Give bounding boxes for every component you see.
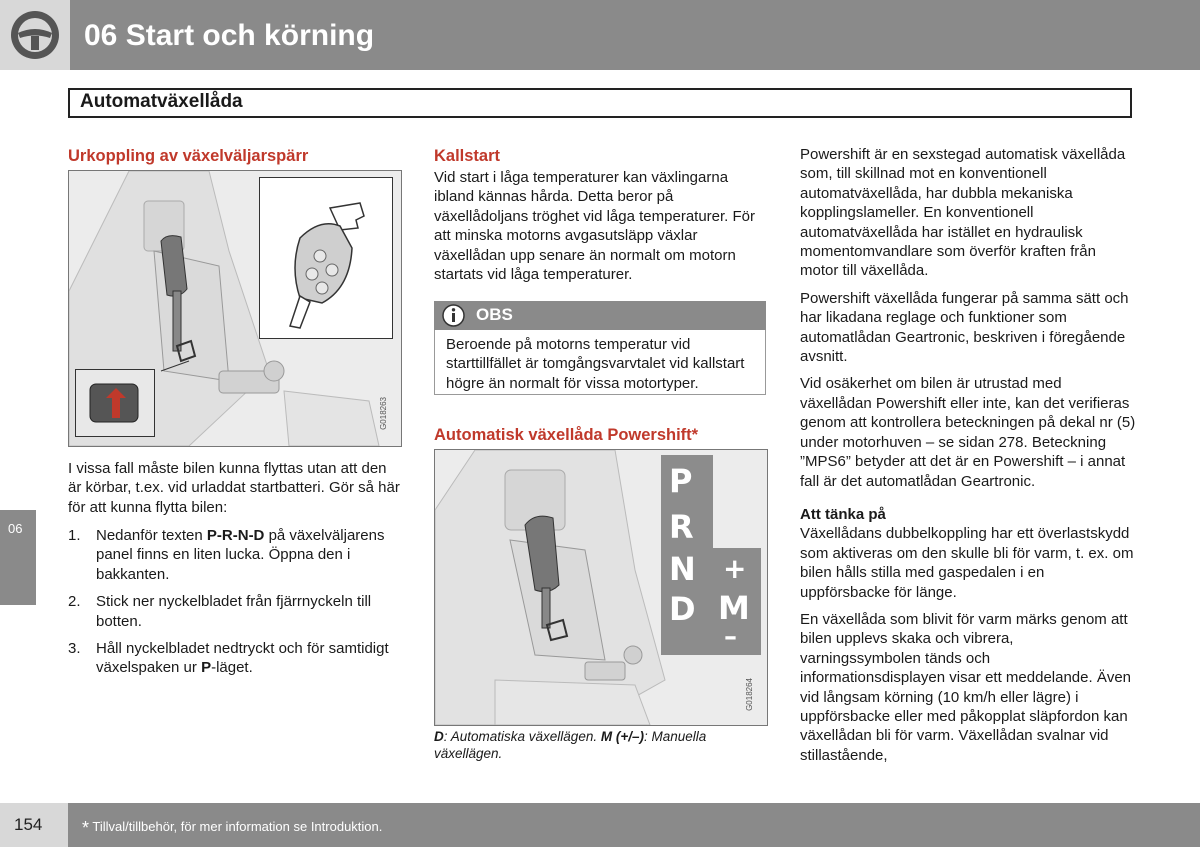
heading-powershift: Automatisk växellåda Powershift*: [434, 426, 699, 444]
chapter-title: 06 Start och körning: [84, 19, 375, 52]
kallstart-paragraph: Vid start i låga temperaturer kan växlingarna ibland kännas hårda. Detta beror på växellådoljans tröghet vid låga temperaturer. För att minska motorns avgasutsläpp växlar växellådan upp senare än normalt om motorn startats vid låga temperaturer.: [434, 169, 756, 284]
intro-paragraph: I vissa fall måste bilen kunna flyttas utan att den är körbar, t.ex. vid urladdat startbatteri. Gör så här för att kunna flytta bilen:: [68, 460, 400, 516]
obs-label: OBS: [476, 305, 513, 324]
gear-n-label: N: [669, 550, 696, 588]
gear-minus-label: –: [724, 622, 737, 652]
paragraph: Vid osäkerhet om bilen är utrustad med växellådan Powershift eller inte, kan det verifieras genom att kontrollera beteckningen på dekal nr (5) under motorhuven – se sidan 278. Beteckning ”MPS6” betyder att det är en Powershift – i annat fall är det automatlådan Geartronic.: [800, 375, 1136, 490]
figure-powershift-selector: [434, 449, 768, 726]
key-inset: [259, 177, 393, 339]
gear-plus-label: +: [723, 552, 747, 585]
list-number: 2.: [68, 593, 81, 611]
lid-arrow-icon: [76, 370, 154, 436]
figure-id: G018264: [745, 678, 754, 711]
paragraph: Powershift växellåda fungerar på samma sätt och har likadana reglage och funktioner som automatlådan Geartronic, beskriven i föregående avsnitt.: [800, 289, 1129, 366]
page-number: 154: [14, 815, 43, 834]
remote-key-icon: [260, 178, 392, 338]
list-item: [68, 526, 403, 584]
steering-wheel-icon: [0, 0, 70, 70]
heading-urkoppling: Urkoppling av växelväljarspärr: [68, 147, 309, 165]
list-number: 1.: [68, 527, 81, 544]
gear-r-label: R: [669, 508, 694, 546]
powershift-lever-illustration: [435, 450, 767, 725]
section-title: Automatväxellåda: [80, 91, 243, 112]
info-icon: [442, 304, 465, 327]
gear-d-label: D: [669, 590, 696, 628]
lid-inset: [75, 369, 155, 437]
paragraph: En växellåda som blivit för varm märks genom att bilen upplevs skaka och vibrera, varningssymbolen tänds och informationsdisplayen visar ett meddelande. Även vid långsam körning (10 km/h eller lägre) i uppförsbacke eller med påkopplat släpfordon kan växellådan bli för varm. Växellådan svalnar vid stillastående,: [800, 610, 1132, 764]
figure-caption: D: Automatiska växellägen. M (+/–): Manuella växellägen.: [434, 729, 707, 761]
subheading-att-tanka-pa: Att tänka på: [800, 505, 886, 523]
list-text: Nedanför texten P-R-N-D på växelväljarens panel finns en liten lucka. Öppna den i bakkanten.: [96, 527, 385, 583]
list-text: Håll nyckelbladet nedtryckt och för samtidigt växelspaken ur P-läget.: [96, 640, 389, 677]
paragraph: Powershift är en sexstegad automatisk växellåda som, till skillnad mot en konventionell automatväxellåda, har dubbla mekaniska kopplingslameller. En konventionell automatväxellåda har istället en hydraulisk momentomvandlare som överför kraften från motor till växellåda.: [800, 146, 1126, 280]
list-item: [68, 592, 403, 631]
instruction-list: [68, 526, 403, 678]
gear-m-label: M: [718, 589, 750, 627]
gear-p-label: P: [669, 462, 693, 500]
chapter-icon-box: [0, 0, 70, 70]
column3-text: [800, 145, 1136, 765]
paragraph: Växellådans dubbelkoppling har ett överlastskydd som aktiveras om den skulle bli för varm, t. ex. om bilen hålls stilla med gaspedalen i en uppförsbacke för länge.: [800, 525, 1134, 601]
side-tab-label: 06: [8, 521, 23, 536]
list-text: Stick ner nyckelbladet från fjärrnyckeln till botten.: [96, 593, 372, 630]
list-item: [68, 639, 403, 678]
obs-text: Beroende på motorns temperatur vid starttillfället är tomgångsvarvtalet vid kallstart högre än normalt för vissa motortyper.: [446, 336, 745, 392]
heading-kallstart: Kallstart: [434, 147, 501, 165]
figure-id: G018263: [379, 397, 388, 430]
list-number: 3.: [68, 640, 81, 658]
footnote: * Tillval/tillbehör, för mer information se Introduktion.: [82, 818, 383, 838]
figure-gear-selector-release: [68, 170, 402, 447]
